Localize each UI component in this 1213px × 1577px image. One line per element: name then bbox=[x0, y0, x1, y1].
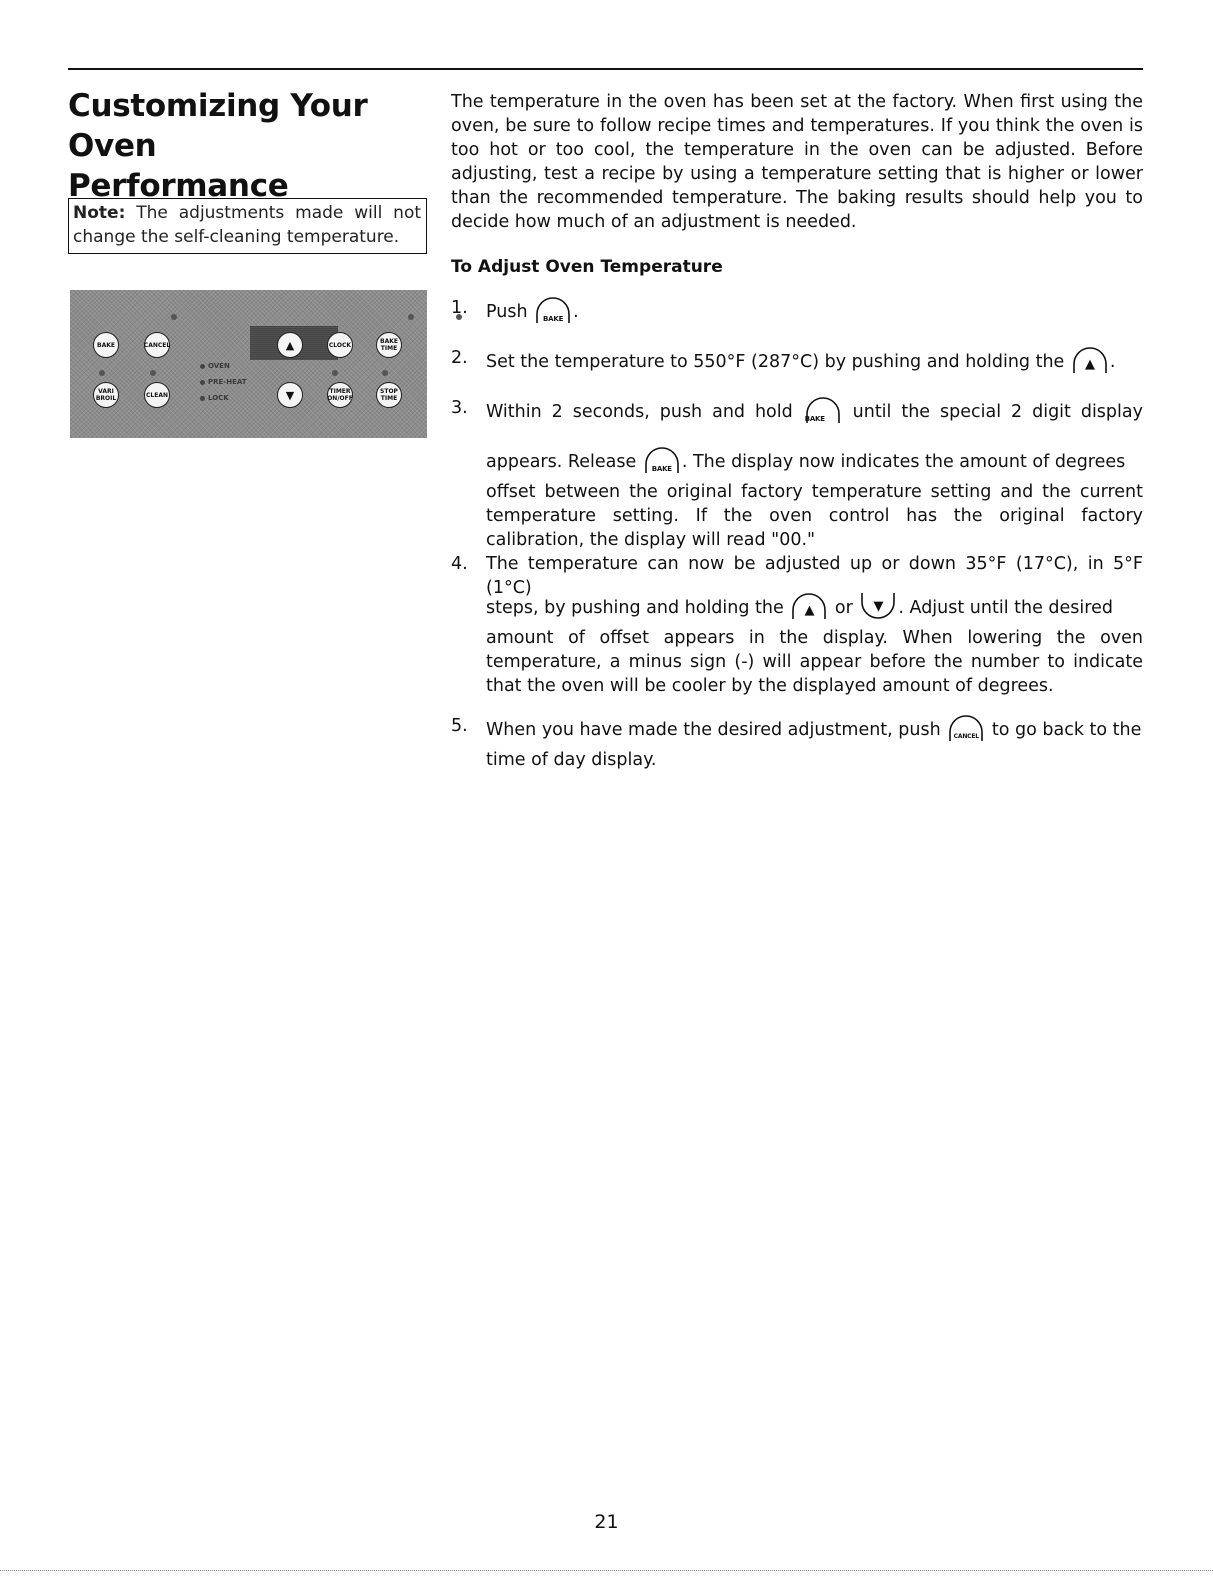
bake-key-icon bbox=[805, 396, 841, 424]
down-arrow-key-icon bbox=[860, 592, 896, 620]
up-key-label: ▲ bbox=[1084, 357, 1095, 372]
step-number: 3. bbox=[451, 398, 468, 418]
indicator-dot bbox=[332, 370, 338, 376]
note-label: Note: bbox=[73, 203, 126, 223]
indicator-dot bbox=[171, 314, 177, 320]
step-3-text-c: appears. Release bbox=[486, 452, 637, 472]
oven-indicator: OVEN bbox=[200, 362, 230, 370]
step-5 bbox=[451, 714, 1143, 778]
intro-paragraph: The temperature in the oven has been set at the factory. When first using the oven, be sure to follow recipe times and temperatures. If you think the oven is too hot or too cool, the temperature in the oven can be adjusted. Before adjusting, test a recipe by using a temperature setting that is higher or lower than the recommended temperature. The baking results should help you to decide how much of an adjustment is needed. bbox=[451, 92, 1143, 232]
page-title bbox=[68, 86, 438, 206]
step-5-text-b: to go back to the bbox=[991, 720, 1142, 740]
step-number: 4. bbox=[451, 554, 468, 574]
timer-button: TIMER ON/OFF bbox=[327, 382, 353, 408]
up-arrow-button: ▲ bbox=[277, 332, 303, 358]
bake-key-icon bbox=[535, 296, 571, 324]
top-rule bbox=[68, 68, 1143, 70]
note-text: The adjustments made will not change the self-cleaning temperature. bbox=[73, 203, 422, 247]
step-2-text-a: Set the temperature to 550°F (287°C) by pushing and holding the bbox=[486, 352, 1065, 372]
bottom-border bbox=[0, 1570, 1213, 1572]
up-key-label: ▲ bbox=[804, 603, 815, 618]
title-line-2: Performance bbox=[68, 168, 289, 204]
step-4-text-b: steps, by pushing and holding the bbox=[486, 598, 784, 618]
indicator-dot bbox=[150, 370, 156, 376]
step-text bbox=[486, 346, 1143, 374]
vari-broil-button: VARI BROIL bbox=[93, 382, 119, 408]
bake-key-label: BAKE bbox=[651, 465, 672, 473]
step-5-line-1 bbox=[486, 714, 1143, 742]
control-panel-image bbox=[70, 290, 427, 438]
step-1 bbox=[451, 296, 1143, 326]
step-3-text-b: until the special 2 digit display bbox=[852, 402, 1143, 422]
step-2-text-b: . bbox=[1109, 352, 1116, 372]
cancel-key-icon bbox=[948, 714, 984, 742]
preheat-indicator: PRE-HEAT bbox=[200, 378, 247, 386]
step-3 bbox=[451, 396, 1143, 556]
bake-button: BAKE bbox=[93, 332, 119, 358]
step-text bbox=[486, 296, 1143, 324]
up-arrow-key-icon bbox=[1072, 346, 1108, 374]
cancel-key-label: CANCEL bbox=[953, 733, 979, 740]
step-3-line-2 bbox=[486, 446, 1143, 474]
up-arrow-key-icon bbox=[791, 592, 827, 620]
step-4 bbox=[451, 552, 1143, 702]
note-box bbox=[68, 198, 427, 254]
stop-time-button: STOP TIME bbox=[376, 382, 402, 408]
indicator-dot bbox=[408, 314, 414, 320]
lock-indicator: LOCK bbox=[200, 394, 229, 402]
indicator-dot bbox=[382, 370, 388, 376]
step-4-line-3: amount of offset appears in the display. When lowering the oven temperature, a minus sign (-) will appear before the number to indicate that the oven will be cooler by the displayed amount of degrees. bbox=[486, 628, 1143, 696]
step-number: 1. bbox=[451, 298, 468, 318]
step-number: 5. bbox=[451, 716, 468, 736]
down-arrow-button: ▼ bbox=[277, 382, 303, 408]
step-1-text-a: Push bbox=[486, 302, 528, 322]
step-5-line-2: time of day display. bbox=[486, 750, 657, 770]
step-4-text-d: . Adjust until the desired bbox=[898, 598, 1113, 618]
bake-key-icon bbox=[644, 446, 680, 474]
step-4-line-1: The temperature can now be adjusted up or down 35°F (17°C), in 5°F (1°C) bbox=[486, 554, 1143, 598]
step-1-text-b: . bbox=[573, 302, 579, 322]
section-subheading: To Adjust Oven Temperature bbox=[451, 257, 723, 277]
step-2 bbox=[451, 346, 1143, 376]
clock-button: CLOCK bbox=[327, 332, 353, 358]
bake-key-label: BAKE bbox=[804, 415, 825, 423]
step-3-text-a: Within 2 seconds, push and hold bbox=[486, 402, 793, 422]
page-number: 21 bbox=[594, 1511, 619, 1533]
bake-key-label: BAKE bbox=[543, 315, 564, 323]
step-3-line-3: offset between the original factory temperature setting and the current temperature setting. If the oven control has the original factory calibration, the display will read "00." bbox=[486, 482, 1143, 550]
step-3-line-1 bbox=[486, 396, 1143, 424]
step-4-line-2 bbox=[486, 592, 1143, 620]
step-5-text-a: When you have made the desired adjustment, push bbox=[486, 720, 941, 740]
step-4-text-c: or bbox=[834, 598, 853, 618]
step-number: 2. bbox=[451, 348, 468, 368]
down-key-label: ▼ bbox=[873, 599, 884, 614]
indicator-dot bbox=[99, 370, 105, 376]
step-3-text-d: . The display now indicates the amount of degrees bbox=[681, 452, 1126, 472]
bake-time-button: BAKE TIME bbox=[376, 332, 402, 358]
cancel-button: CANCEL bbox=[144, 332, 170, 358]
clean-button: CLEAN bbox=[144, 382, 170, 408]
title-line-1: Customizing Your Oven bbox=[68, 88, 368, 164]
